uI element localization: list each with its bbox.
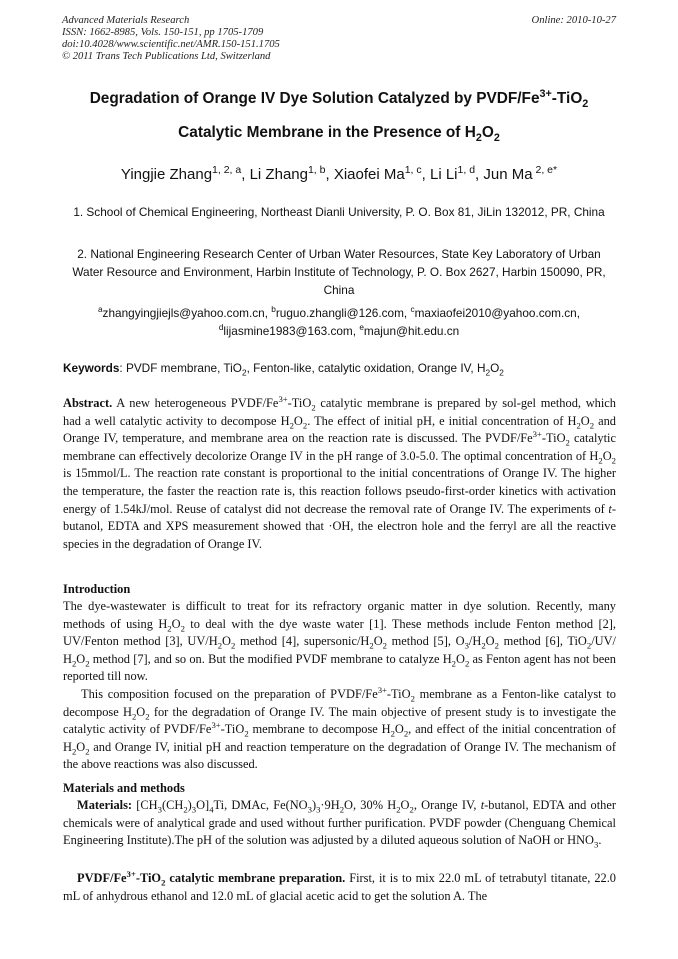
keywords-line: Keywords: PVDF membrane, TiO$_2$, Fenton-like, catalytic oxidation, Orange IV, $H_2O_2$ (63, 361, 504, 378)
email-link: maxiaofei2010@yahoo.com.cn, (414, 306, 581, 320)
author: Li Zhang (249, 166, 308, 183)
materials-label: Materials: (77, 798, 133, 812)
email-link: ruguo.zhangli@126.com, (275, 306, 411, 320)
author: Jun Ma (483, 166, 533, 183)
membrane-preparation-paragraph: PVDF/$Fe^{3+}-TiO_2$ catalytic membrane preparation. First, it is to mix 22.0 mL of tetrabutyl titanate, 22.0 mL of anhydrous ethanol and 12.0 mL of glacial acetic acid to get the solution A. The (63, 868, 616, 903)
introduction-paragraph-2: This composition focused on the preparation of PVDF/$Fe^{3+}-TiO_2$ membrane as a Fenton-like catalyst to decompose $H_2O_2$ for the degradation of Orange IV. The main objective of present study is to investigate the catalytic activity of PVDF/$Fe^{3+}-TiO_2$ membrane to decompose $H_2O_2$, and effect of the initial concentration of $H_2O_2$ and Orange IV, initial pH and reaction temperature on the degradation of Orange IV. The mechanism of the above reactions was also discussed. (63, 684, 617, 772)
paper-title-line-1: Degradation of Orange IV Dye Solution Catalyzed by PVDF/$Fe^{3+}-TiO_2$ (89, 87, 589, 111)
keywords-label: Keywords (63, 361, 120, 375)
author-list: Yingjie Zhang$^{1, 2, a}$, Li Zhang$^{1, b}$, Xiaofei Ma$^{1, c}$, Li Li$^{1, d}$, Jun Ma $^{2, e*}$ (120, 164, 558, 183)
doi-line: doi:10.4028/www.scientific.net/AMR.150-151.1705 (62, 39, 280, 50)
author: Li Li (429, 166, 458, 183)
email-link: zhangyingjiejls@yahoo.com.cn, (102, 306, 272, 320)
journal-name: Advanced Materials Research (62, 15, 190, 26)
affiliation-2: 2. National Engineering Research Center of Urban Water Resources, State Key Laboratory of Urban Water Resource and Environment, Harbin Institute of Technology, P. O. Box 2627, Harbin 150090, PR, China (72, 247, 606, 297)
author: Xiaofei Ma (333, 166, 405, 183)
affiliation-1: 1. School of Chemical Engineering, Northeast Dianli University, P. O. Box 81, JiLin 132012, PR, China (73, 205, 605, 219)
email-link: majun@hit.edu.cn (363, 324, 460, 338)
introduction-paragraph-1: The dye-wastewater is difficult to treat for its refractory organic matter in dye solution. Recently, many methods of using $H_2O_2$ to deal with the dye waste water [1]. These methods include Fenton method [2], UV/Fenton method [3], $UV/H_2O_2$ method [4], supersonic/$H_2O_2$ method [5], $O_3/H_2O_2$ method [6], TiO$_2$/UV/ $H_2O_2$ method [7], and so on. But the modified PVDF membrane to catalyze $H_2O_2$ as Fenton agent has not been reported till now. (63, 599, 616, 684)
introduction-heading: Introduction (63, 582, 131, 596)
email-link: lijasmine1983@163.com, (223, 324, 360, 338)
author-emails: $^a$zhangyingjiejls@yahoo.com.cn, $^b$ruguo.zhangli@126.com, $^c$maxiaofei2010@yahoo.com.cn, $^d$lijasmine1983@163.com, $^e$majun@hit.edu.cn (97, 305, 581, 338)
materials-methods-heading: Materials and methods (63, 781, 185, 795)
paper-title-line-2: Catalytic Membrane in the Presence of $H_2O_2$ (178, 124, 500, 145)
author: Yingjie Zhang (120, 166, 213, 183)
online-date: Online: 2010-10-27 (531, 15, 616, 26)
abstract-label: Abstract. (63, 396, 113, 410)
membrane-preparation-label: PVDF/$Fe^{3+}-TiO_2$ catalytic membrane preparation. (77, 868, 346, 888)
journal-header (62, 15, 616, 63)
abstract-paragraph: Abstract. A new heterogeneous PVDF/$Fe^{3+}-TiO_2$ catalytic membrane is prepared by sol-gel method, which had a well catalytic activity to decompose $H_2O_2$. The effect of initial pH, e initial concentration of $H_2O_2$ and Orange IV, temperature, and membrane area on the reaction rate is discussed. The PVDF/$Fe^{3+}-TiO_2$ catalytic membrane can effectively decolorize Orange IV in the pH range of 3.0-5.0. The optimal concentration of $H_2O_2$ is 15mmol/L. The reaction rate constant is proportional to the initial concentrations of Orange IV. The higher the temperature, the faster the reaction rate is, this reaction follows pseudo-first-order kinetics with activation energy of 1.54kJ/mol. Reuse of catalyst did not decrease the removal rate of Orange IV. The experiments of t-butanol, EDTA and XPS measurement showed that ·OH, the electron hole and the ferryl are all the reactive species in the degradation of Orange IV. (63, 393, 617, 551)
copyright-line: © 2011 Trans Tech Publications Ltd, Switzerland (62, 51, 271, 62)
issn-line: ISSN: 1662-8985, Vols. 150-151, pp 1705-1709 (62, 27, 264, 38)
materials-paragraph: Materials: $[CH_3(CH_2)_3O]_4Ti$, DMAc, $Fe(NO_3)_3\cdot 9H_2O$, 30% $H_2O_2$, Orange IV, t-butanol, EDTA and other chemicals were of analytical grade and used without further purification. PVDF powder (Chenguang Chemical Engineering Institute).The pH of the solution was adjusted by a diluted aqueous solution of NaOH or $HNO_3$. (63, 798, 617, 850)
